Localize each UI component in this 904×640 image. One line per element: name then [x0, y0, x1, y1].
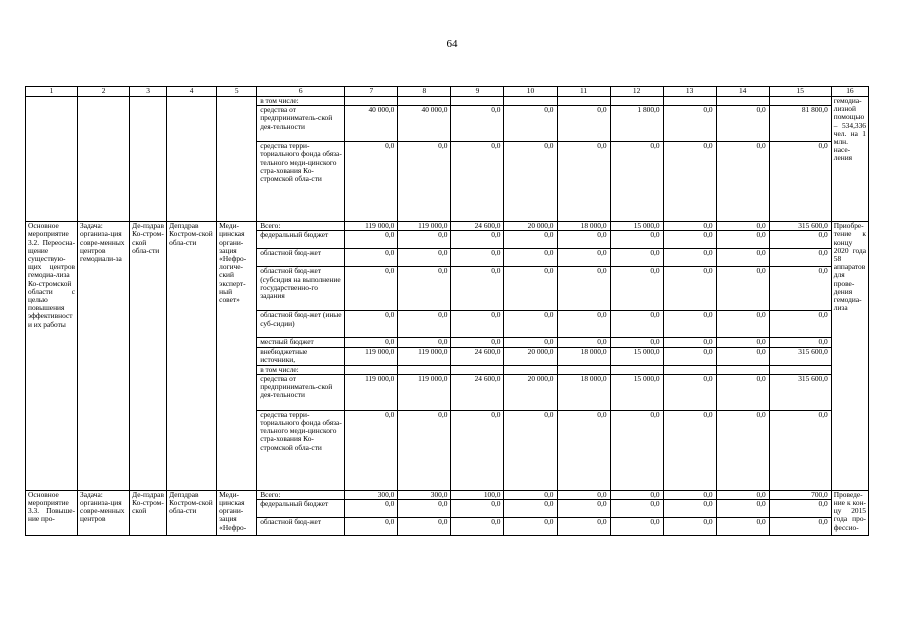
funding-source-label: федеральный бюджет — [257, 500, 345, 518]
amount-cell: 0,0 — [610, 500, 663, 518]
amount-cell: 0,0 — [610, 142, 663, 222]
amount-cell: 0,0 — [345, 500, 398, 518]
cell-col1: Основное мероприятие 3.2. Переосна-щение существую-щих центров гемодиа-лиза Ко-стромской области с целью повышения эффективности их работы — [26, 222, 78, 491]
amount-cell: 0,0 — [663, 231, 716, 249]
amount-cell: 0,0 — [451, 338, 504, 347]
funding-source-label: Всего: — [257, 490, 345, 499]
funding-source-label: в том числе: — [257, 97, 345, 106]
amount-cell: 0,0 — [610, 311, 663, 338]
amount-cell: 0,0 — [769, 249, 831, 267]
amount-cell: 0,0 — [398, 338, 451, 347]
amount-cell: 0,0 — [663, 374, 716, 410]
cell-col4: Депздрав Костром-ской обла-сти — [167, 222, 217, 491]
cell-col3: Де-пздрав Ко-стром-ской обла-сти — [130, 222, 167, 491]
amount-cell: 0,0 — [451, 106, 504, 142]
amount-cell — [610, 365, 663, 374]
amount-cell: 0,0 — [557, 410, 610, 490]
amount-cell: 300,0 — [345, 490, 398, 499]
column-number: 15 — [769, 87, 831, 97]
program-finance-table — [25, 86, 869, 536]
table-row — [26, 97, 869, 106]
amount-cell: 0,0 — [398, 231, 451, 249]
amount-cell: 0,0 — [557, 106, 610, 142]
amount-cell: 0,0 — [451, 267, 504, 311]
amount-cell: 24 600,0 — [451, 374, 504, 410]
amount-cell: 0,0 — [610, 518, 663, 536]
cell-col5: Меди-цинская органи-зация «Нефро-логиче-ский эксперт-ный совет» — [217, 222, 257, 491]
amount-cell: 0,0 — [716, 222, 769, 231]
amount-cell: 1 800,0 — [610, 106, 663, 142]
column-number: 13 — [663, 87, 716, 97]
amount-cell — [504, 365, 557, 374]
column-number: 3 — [130, 87, 167, 97]
amount-cell: 0,0 — [716, 374, 769, 410]
amount-cell: 0,0 — [716, 231, 769, 249]
amount-cell: 0,0 — [345, 338, 398, 347]
funding-source-label: областной бюд-жет (иные суб-сидии) — [257, 311, 345, 338]
page-lower-margin — [0, 570, 904, 640]
amount-cell: 24 600,0 — [451, 222, 504, 231]
amount-cell — [345, 365, 398, 374]
amount-cell: 0,0 — [663, 490, 716, 499]
result-indicator: Проведе-ние к кон-цу 2015 года про-фессио- — [831, 490, 868, 535]
amount-cell: 0,0 — [716, 338, 769, 347]
amount-cell: 0,0 — [398, 500, 451, 518]
amount-cell — [769, 97, 831, 106]
column-number: 12 — [610, 87, 663, 97]
amount-cell: 0,0 — [557, 311, 610, 338]
amount-cell: 15 000,0 — [610, 347, 663, 365]
amount-cell: 0,0 — [610, 267, 663, 311]
amount-cell: 0,0 — [557, 249, 610, 267]
amount-cell: 0,0 — [345, 231, 398, 249]
funding-source-label: местный бюджет — [257, 338, 345, 347]
cell-col5 — [217, 97, 257, 222]
amount-cell: 0,0 — [716, 311, 769, 338]
column-number: 1 — [26, 87, 78, 97]
column-number: 9 — [451, 87, 504, 97]
column-number-row — [26, 87, 869, 97]
funding-source-label: средства от предприниматель-ской дея-тельности — [257, 374, 345, 410]
amount-cell: 18 000,0 — [557, 222, 610, 231]
funding-source-label: средства терри-ториального фонда обяза-тельного меди-цинского стра-хования Ко-стромской обла-сти — [257, 410, 345, 490]
amount-cell: 0,0 — [716, 410, 769, 490]
amount-cell: 0,0 — [504, 267, 557, 311]
amount-cell: 0,0 — [663, 106, 716, 142]
cell-col2 — [78, 97, 130, 222]
funding-source-label: областной бюд-жет — [257, 518, 345, 536]
amount-cell: 0,0 — [769, 311, 831, 338]
amount-cell: 0,0 — [716, 347, 769, 365]
amount-cell: 119 000,0 — [345, 347, 398, 365]
amount-cell — [663, 97, 716, 106]
amount-cell: 0,0 — [504, 231, 557, 249]
amount-cell: 0,0 — [504, 311, 557, 338]
amount-cell: 315 600,0 — [769, 374, 831, 410]
amount-cell — [451, 97, 504, 106]
result-indicator: Приобре-тение к концу 2020 года 58 аппаратов для прове-дения гемодиа-лиза — [831, 222, 868, 491]
amount-cell: 0,0 — [663, 518, 716, 536]
amount-cell — [398, 97, 451, 106]
amount-cell: 0,0 — [610, 249, 663, 267]
column-number: 11 — [557, 87, 610, 97]
amount-cell: 0,0 — [345, 249, 398, 267]
amount-cell: 0,0 — [451, 500, 504, 518]
amount-cell — [345, 97, 398, 106]
amount-cell: 18 000,0 — [557, 374, 610, 410]
amount-cell: 40 000,0 — [345, 106, 398, 142]
amount-cell: 0,0 — [557, 338, 610, 347]
amount-cell — [716, 365, 769, 374]
amount-cell: 0,0 — [398, 311, 451, 338]
cell-col1: Основное мероприятие 3.3. Повыше-ние про- — [26, 490, 78, 535]
amount-cell: 15 000,0 — [610, 222, 663, 231]
cell-col4 — [167, 97, 217, 222]
cell-col3 — [130, 97, 167, 222]
amount-cell: 0,0 — [663, 222, 716, 231]
amount-cell: 0,0 — [557, 500, 610, 518]
amount-cell: 0,0 — [663, 249, 716, 267]
amount-cell: 0,0 — [451, 518, 504, 536]
amount-cell: 0,0 — [610, 231, 663, 249]
amount-cell: 81 800,0 — [769, 106, 831, 142]
amount-cell: 0,0 — [557, 142, 610, 222]
amount-cell: 0,0 — [345, 518, 398, 536]
amount-cell: 0,0 — [451, 249, 504, 267]
amount-cell: 0,0 — [345, 311, 398, 338]
table-row — [26, 222, 869, 231]
amount-cell: 119 000,0 — [398, 222, 451, 231]
result-indicator: гемодиа-лизной помощью – 534,336 чел. на 1 млн. насе-ления — [831, 97, 868, 222]
amount-cell: 315 600,0 — [769, 347, 831, 365]
amount-cell: 0,0 — [610, 338, 663, 347]
cell-col2: Задача: организа-ция совре-менных центров гемодиали-за — [78, 222, 130, 491]
amount-cell — [504, 97, 557, 106]
amount-cell: 0,0 — [663, 267, 716, 311]
column-number: 4 — [167, 87, 217, 97]
amount-cell: 18 000,0 — [557, 347, 610, 365]
amount-cell: 0,0 — [504, 518, 557, 536]
amount-cell: 0,0 — [398, 249, 451, 267]
amount-cell: 0,0 — [451, 410, 504, 490]
amount-cell: 40 000,0 — [398, 106, 451, 142]
amount-cell — [610, 97, 663, 106]
funding-source-label: средства от предприниматель-ской дея-тельности — [257, 106, 345, 142]
amount-cell — [557, 365, 610, 374]
funding-source-label: внебюджетные источники, — [257, 347, 345, 365]
amount-cell: 0,0 — [451, 231, 504, 249]
amount-cell: 0,0 — [716, 106, 769, 142]
amount-cell: 0,0 — [769, 142, 831, 222]
amount-cell: 119 000,0 — [398, 347, 451, 365]
amount-cell: 0,0 — [769, 231, 831, 249]
amount-cell: 0,0 — [769, 500, 831, 518]
table-row — [26, 490, 869, 499]
funding-source-label: в том числе: — [257, 365, 345, 374]
column-number: 2 — [78, 87, 130, 97]
amount-cell: 0,0 — [663, 500, 716, 518]
amount-cell: 0,0 — [504, 410, 557, 490]
amount-cell: 0,0 — [557, 267, 610, 311]
amount-cell: 0,0 — [504, 500, 557, 518]
amount-cell: 0,0 — [716, 490, 769, 499]
column-number: 8 — [398, 87, 451, 97]
amount-cell: 0,0 — [716, 500, 769, 518]
amount-cell: 20 000,0 — [504, 374, 557, 410]
amount-cell — [769, 365, 831, 374]
amount-cell: 0,0 — [769, 518, 831, 536]
amount-cell: 0,0 — [398, 518, 451, 536]
amount-cell: 0,0 — [610, 490, 663, 499]
column-number: 14 — [716, 87, 769, 97]
amount-cell — [398, 365, 451, 374]
column-number: 7 — [345, 87, 398, 97]
page-number: 64 — [446, 38, 458, 50]
amount-cell: 0,0 — [504, 249, 557, 267]
amount-cell: 315 600,0 — [769, 222, 831, 231]
amount-cell — [557, 97, 610, 106]
cell-col4: Депздрав Костром-ской обла-сти — [167, 490, 217, 535]
amount-cell: 0,0 — [504, 106, 557, 142]
funding-source-label: средства терри-ториального фонда обяза-тельного меди-цинского стра-хования Ко-стромской обла-сти — [257, 142, 345, 222]
amount-cell: 0,0 — [398, 410, 451, 490]
amount-cell — [451, 365, 504, 374]
amount-cell: 119 000,0 — [345, 374, 398, 410]
amount-cell: 20 000,0 — [504, 222, 557, 231]
column-number: 5 — [217, 87, 257, 97]
amount-cell: 300,0 — [398, 490, 451, 499]
funding-source-label: Всего: — [257, 222, 345, 231]
amount-cell: 0,0 — [663, 347, 716, 365]
amount-cell: 0,0 — [504, 490, 557, 499]
amount-cell: 0,0 — [345, 267, 398, 311]
amount-cell: 0,0 — [345, 142, 398, 222]
cell-col3: Де-пздрав Ко-стром-ской — [130, 490, 167, 535]
amount-cell: 0,0 — [451, 142, 504, 222]
amount-cell: 0,0 — [398, 267, 451, 311]
column-number: 10 — [504, 87, 557, 97]
column-number: 6 — [257, 87, 345, 97]
amount-cell — [716, 97, 769, 106]
amount-cell — [663, 365, 716, 374]
funding-source-label: областной бюд-жет — [257, 249, 345, 267]
amount-cell: 0,0 — [610, 410, 663, 490]
amount-cell: 0,0 — [451, 311, 504, 338]
amount-cell: 0,0 — [716, 267, 769, 311]
amount-cell: 100,0 — [451, 490, 504, 499]
amount-cell: 0,0 — [345, 410, 398, 490]
amount-cell: 0,0 — [398, 142, 451, 222]
amount-cell: 0,0 — [504, 338, 557, 347]
amount-cell: 0,0 — [663, 142, 716, 222]
amount-cell: 20 000,0 — [504, 347, 557, 365]
amount-cell: 119 000,0 — [398, 374, 451, 410]
amount-cell: 0,0 — [716, 249, 769, 267]
column-number: 16 — [831, 87, 868, 97]
cell-col2: Задача: организа-ция совре-менных центров — [78, 490, 130, 535]
amount-cell: 0,0 — [716, 518, 769, 536]
amount-cell: 0,0 — [769, 338, 831, 347]
amount-cell: 0,0 — [769, 410, 831, 490]
amount-cell: 119 000,0 — [345, 222, 398, 231]
amount-cell: 15 000,0 — [610, 374, 663, 410]
amount-cell: 0,0 — [769, 267, 831, 311]
funding-source-label: федеральный бюджет — [257, 231, 345, 249]
amount-cell: 0,0 — [663, 338, 716, 347]
cell-col1 — [26, 97, 78, 222]
amount-cell: 700,0 — [769, 490, 831, 499]
amount-cell: 0,0 — [716, 142, 769, 222]
amount-cell: 0,0 — [504, 142, 557, 222]
amount-cell: 0,0 — [557, 518, 610, 536]
amount-cell: 0,0 — [557, 231, 610, 249]
amount-cell: 0,0 — [557, 490, 610, 499]
amount-cell: 24 600,0 — [451, 347, 504, 365]
cell-col5: Меди-цинская органи-зация «Нефро- — [217, 490, 257, 535]
amount-cell: 0,0 — [663, 410, 716, 490]
amount-cell: 0,0 — [663, 311, 716, 338]
funding-source-label: областной бюд-жет (субсидия на выполнение государственно-го задания — [257, 267, 345, 311]
